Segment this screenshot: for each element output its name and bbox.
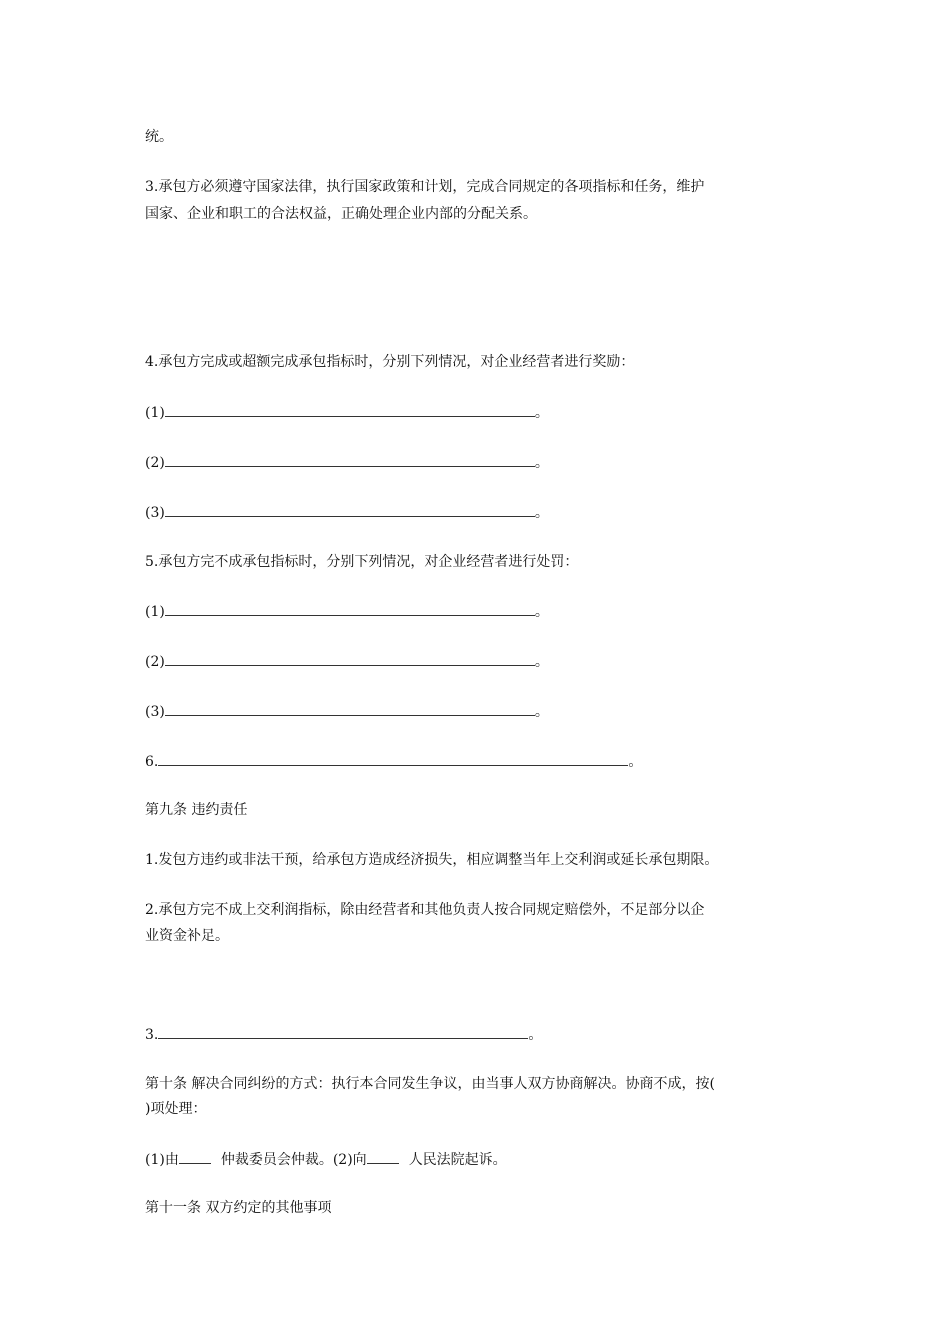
blank-line (165, 652, 535, 666)
item-end: 。 (534, 455, 549, 471)
blank-line (158, 752, 628, 766)
item-end: 。 (534, 704, 549, 720)
blank-line (165, 503, 535, 517)
item-label: (2) (145, 654, 165, 670)
item-end: 。 (534, 604, 549, 620)
clause-5-text: 5.承包方完不成承包指标时，分别下列情况，对企业经营者进行处罚： (145, 554, 579, 570)
dispute-options (145, 1150, 507, 1169)
blank-line (165, 453, 535, 467)
breach-clause-3 (145, 1025, 542, 1044)
item-label: 3. (145, 1027, 159, 1043)
item-end: 。 (628, 754, 643, 770)
clause-3-line-2: 国家、企业和职工的合法权益，正确处理企业内部的分配关系。 (145, 206, 537, 222)
penalty-item-2 (145, 652, 549, 671)
item-end: 。 (534, 654, 549, 670)
item-label: 6. (145, 754, 159, 770)
breach-clause-2-line-1: 2.承包方完不成上交利润指标，除由经营者和其他负责人按合同规定赔偿外，不足部分以企 (145, 902, 705, 918)
reward-item-3 (145, 503, 549, 522)
blank-line (367, 1150, 399, 1164)
item-label: (1) (145, 604, 165, 620)
blank-line (165, 702, 535, 716)
option-2-suffix: 人民法院起诉。 (408, 1152, 507, 1168)
item-label: (3) (145, 704, 165, 720)
item-label: (1) (145, 405, 165, 421)
reward-item-2 (145, 453, 549, 472)
item-end: 。 (534, 405, 549, 421)
item-label: (2) (145, 455, 165, 471)
blank-line (165, 602, 535, 616)
paragraph-text: 统。 (145, 129, 173, 145)
breach-clause-2-line-2: 业资金补足。 (145, 928, 229, 944)
item-end: 。 (528, 1027, 543, 1043)
blank-line (165, 403, 535, 417)
breach-clause-1: 1.发包方违约或非法干预，给承包方造成经济损失，相应调整当年上交利润或延长承包期限。 (145, 852, 719, 868)
article-9-heading: 第九条 违约责任 (145, 802, 248, 818)
clause-6 (145, 752, 642, 771)
clause-3-line-1: 3.承包方必须遵守国家法律，执行国家政策和计划，完成合同规定的各项指标和任务，维护 (145, 179, 705, 195)
article-11-heading: 第十一条 双方约定的其他事项 (145, 1200, 332, 1216)
reward-item-1 (145, 403, 549, 422)
blank-line (158, 1025, 528, 1039)
item-label: (3) (145, 505, 165, 521)
article-10-line-1: 第十条 解决合同纠纷的方式：执行本合同发生争议，由当事人双方协商解决。协商不成，按( (145, 1076, 715, 1092)
blank-line (179, 1150, 211, 1164)
option-1-suffix: 仲裁委员会仲裁。(2)向 (220, 1152, 367, 1168)
option-1-prefix: (1)由 (145, 1152, 179, 1168)
clause-4-text: 4.承包方完成或超额完成承包指标时，分别下列情况，对企业经营者进行奖励： (145, 354, 635, 370)
penalty-item-3 (145, 702, 549, 721)
item-end: 。 (534, 505, 549, 521)
article-10-line-2: )项处理： (145, 1101, 207, 1117)
penalty-item-1 (145, 602, 549, 621)
